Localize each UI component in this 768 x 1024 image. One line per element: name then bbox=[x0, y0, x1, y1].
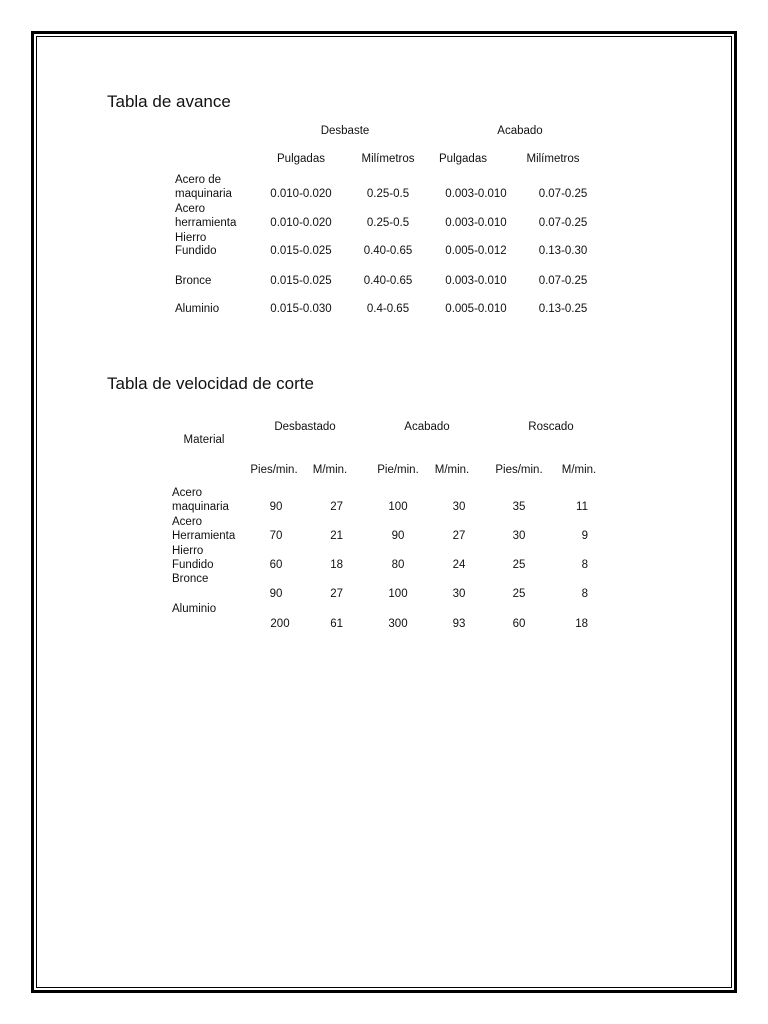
avance-cell: 0.25-0.5 bbox=[366, 217, 410, 229]
avance-row-label: Acero bbox=[175, 203, 206, 215]
velocidad-cell: 60 bbox=[269, 559, 283, 571]
velocidad-column-header: Pies/min. bbox=[495, 464, 543, 476]
avance-cell: 0.015-0.025 bbox=[270, 245, 332, 257]
avance-column-header: Pulgadas bbox=[439, 153, 487, 165]
avance-cell: 0.07-0.25 bbox=[538, 188, 588, 200]
avance-row-label: Acero de bbox=[175, 174, 222, 186]
velocidad-column-header: M/min. bbox=[312, 464, 348, 476]
avance-cell: 0.13-0.30 bbox=[538, 245, 588, 257]
velocidad-row-label: Acero bbox=[172, 487, 203, 499]
avance-cell: 0.25-0.5 bbox=[366, 188, 410, 200]
avance-cell: 0.010-0.020 bbox=[270, 217, 332, 229]
velocidad-cell: 100 bbox=[388, 501, 408, 513]
avance-column-header: Pulgadas bbox=[277, 153, 325, 165]
avance-cell: 0.005-0.012 bbox=[445, 245, 507, 257]
avance-title: Tabla de avance bbox=[107, 92, 231, 111]
velocidad-cell: 300 bbox=[388, 618, 408, 630]
velocidad-cell: 27 bbox=[330, 588, 343, 600]
velocidad-row-label: Herramienta bbox=[172, 530, 236, 542]
velocidad-cell: 35 bbox=[512, 501, 526, 513]
velocidad-cell: 9 bbox=[581, 530, 588, 542]
velocidad-cell: 8 bbox=[581, 559, 588, 571]
avance-cell: 0.010-0.020 bbox=[270, 188, 332, 200]
avance-cell: 0.07-0.25 bbox=[538, 275, 588, 287]
velocidad-group-header: Roscado bbox=[528, 421, 574, 433]
avance-cell: 0.13-0.25 bbox=[538, 303, 588, 315]
avance-row-label: herramienta bbox=[175, 217, 237, 229]
velocidad-cell: 90 bbox=[391, 530, 405, 542]
velocidad-row-label: Hierro bbox=[172, 545, 204, 557]
velocidad-cell: 61 bbox=[330, 618, 343, 630]
avance-group-header: Desbaste bbox=[320, 125, 370, 137]
avance-row-label: Aluminio bbox=[175, 303, 220, 315]
avance-cell: 0.4-0.65 bbox=[366, 303, 410, 315]
velocidad-cell: 30 bbox=[512, 530, 526, 542]
avance-row-label: Fundido bbox=[175, 245, 217, 257]
velocidad-row-label: Acero bbox=[172, 516, 203, 528]
velocidad-row-label: Aluminio bbox=[172, 603, 217, 615]
avance-cell: 0.40-0.65 bbox=[363, 275, 413, 287]
velocidad-cell: 200 bbox=[270, 618, 290, 630]
avance-column-header: Milímetros bbox=[361, 153, 415, 165]
avance-cell: 0.015-0.030 bbox=[270, 303, 332, 315]
avance-cell: 0.003-0.010 bbox=[445, 275, 507, 287]
velocidad-cell: 18 bbox=[330, 559, 343, 571]
velocidad-cell: 100 bbox=[388, 588, 408, 600]
velocidad-cell: 27 bbox=[452, 530, 466, 542]
avance-column-header: Milímetros bbox=[526, 153, 580, 165]
velocidad-cell: 27 bbox=[330, 501, 343, 513]
velocidad-column-header: Pies/min. bbox=[250, 464, 298, 476]
velocidad-cell: 30 bbox=[452, 501, 466, 513]
velocidad-cell: 60 bbox=[512, 618, 526, 630]
velocidad-cell: 93 bbox=[452, 618, 466, 630]
velocidad-cell: 80 bbox=[391, 559, 405, 571]
avance-cell: 0.40-0.65 bbox=[363, 245, 413, 257]
velocidad-group-header: Acabado bbox=[404, 421, 450, 433]
avance-cell: 0.005-0.010 bbox=[445, 303, 507, 315]
avance-cell: 0.003-0.010 bbox=[445, 188, 507, 200]
avance-group-header: Acabado bbox=[497, 125, 543, 137]
avance-cell: 0.015-0.025 bbox=[270, 275, 332, 287]
avance-cell: 0.07-0.25 bbox=[538, 217, 588, 229]
velocidad-column-header: M/min. bbox=[561, 464, 597, 476]
velocidad-cell: 90 bbox=[269, 501, 283, 513]
velocidad-cell: 25 bbox=[512, 588, 526, 600]
avance-row-label: Bronce bbox=[175, 275, 212, 287]
velocidad-cell: 25 bbox=[512, 559, 526, 571]
velocidad-row-label: Bronce bbox=[172, 573, 209, 585]
avance-row-label: Hierro bbox=[175, 232, 207, 244]
avance-cell: 0.003-0.010 bbox=[445, 217, 507, 229]
velocidad-column-header: Pie/min. bbox=[377, 464, 419, 476]
velocidad-cell: 11 bbox=[576, 501, 588, 513]
velocidad-cell: 70 bbox=[269, 530, 283, 542]
velocidad-cell: 24 bbox=[452, 559, 466, 571]
velocidad-cell: 18 bbox=[575, 618, 588, 630]
velocidad-cell: 30 bbox=[452, 588, 466, 600]
velocidad-title: Tabla de velocidad de corte bbox=[107, 374, 314, 393]
velocidad-cell: 21 bbox=[330, 530, 343, 542]
velocidad-material-header: Material bbox=[183, 434, 225, 446]
velocidad-cell: 8 bbox=[581, 588, 588, 600]
velocidad-row-label: maquinaria bbox=[172, 501, 229, 513]
velocidad-row-label: Fundido bbox=[172, 559, 214, 571]
page-border-inner bbox=[36, 36, 732, 988]
avance-row-label: maquinaria bbox=[175, 188, 232, 200]
velocidad-cell: 90 bbox=[269, 588, 283, 600]
velocidad-column-header: M/min. bbox=[434, 464, 470, 476]
velocidad-group-header: Desbastado bbox=[274, 421, 336, 433]
